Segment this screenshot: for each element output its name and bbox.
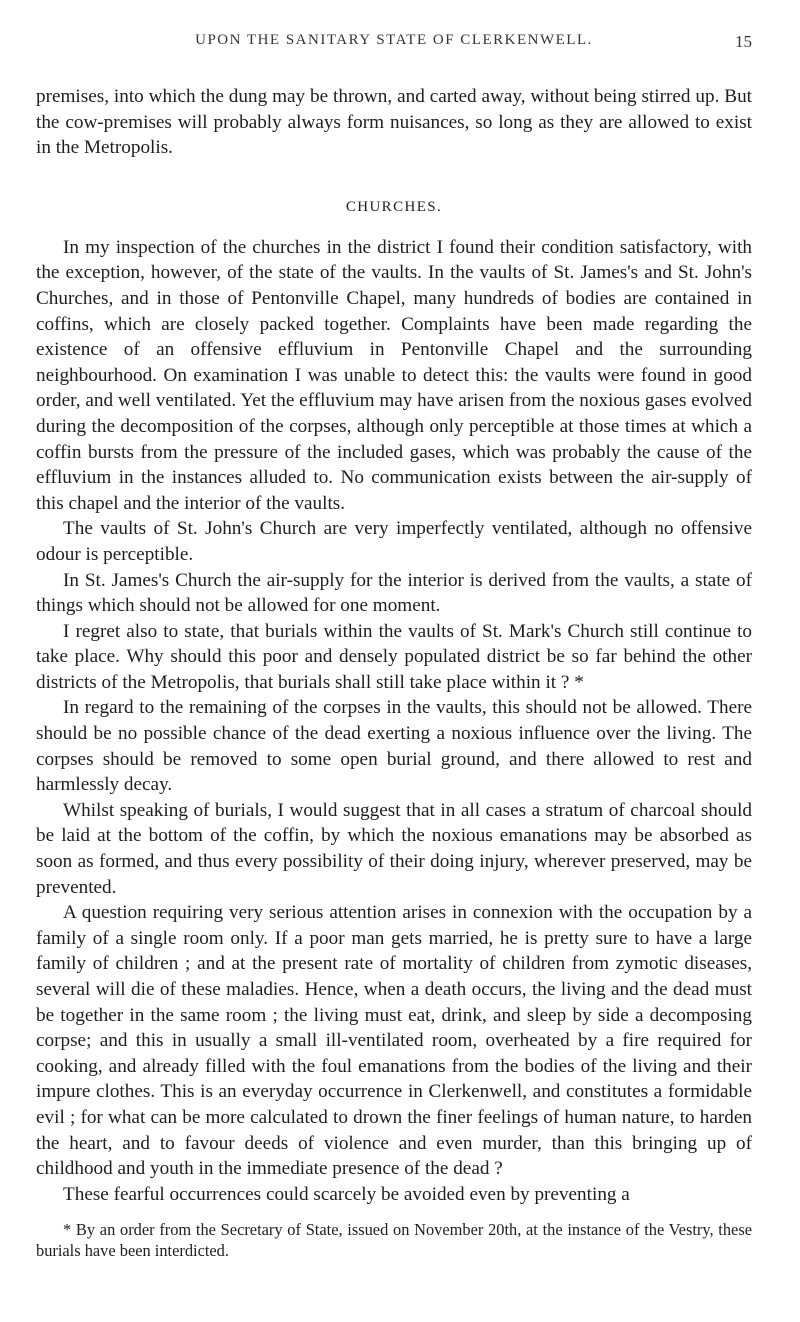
paragraph-continuation: premises, into which the dung may be thrown, and carted away, without being stirred up. But the cow-premises will probably always form nuisances, so long as they are allowed to exist in the Metropolis. [36,86,752,159]
running-title: UPON THE SANITARY STATE OF CLERKENWELL. [195,32,593,48]
section-heading: CHURCHES. [345,198,443,215]
paragraph: In my inspection of the churches in the district I found their condition satisfactory, with the exception, however, of the state of the vaults. In the vaults of St. James's and St. John's Churches, and in those of Pentonville Chapel, many hundreds of bodies are contained in coffins, which are closely packed together. Complaints have been made regarding the existence of an offensive effluvium in Pentonville Chapel and the surrounding neighbourhood. On examination I was unable to detect this: the vaults were found in good order, and well ventilated. Yet the effluvium may have arisen from the noxious gases evolved during the decomposition of the corpses, although only perceptible at those times at which a coffin bursts from the pressure of the included gases, which was probably the cause of the effluvium in the instances alluded to. No communication exists between the air-supply of this chapel and the interior of the vaults. [36,236,752,514]
paragraph: These fearful occurrences could scarcely be avoided even by preventing a [63,1183,630,1205]
paragraph: Whilst speaking of burials, I would suggest that in all cases a stratum of charcoal should be laid at the bottom of the coffin, by which the noxious emanations may be absorbed as soon as formed, and thus every possibility of their doing injury, wherever preserved, may be prevented. [36,799,752,898]
page-number: 15 [735,32,752,51]
paragraph: In St. James's Church the air-supply for the interior is derived from the vaults, a state of things which should not be allowed for one moment. [36,569,752,617]
footnote: * By an order from the Secretary of State, issued on November 20th, at the instance of the Vestry, these burials have been interdicted. [36,1220,752,1261]
paragraph: In regard to the remaining of the corpses in the vaults, this should not be allowed. There should be no possible chance of the dead exerting a noxious influence over the living. The corpses should be removed to some open burial ground, and there allowed to rest and harmlessly decay. [36,697,752,796]
paragraph: A question requiring very serious attention arises in connexion with the occupation by a family of a single room only. If a poor man gets married, he is pretty sure to have a large family of children ; and at the present rate of mortality of children from zymotic diseases, several will die of these maladies. Hence, when a death occurs, the living and the dead must be together in the same room ; the living must eat, drink, and sleep by side a decomposing corpse; and this in usually a small ill-ventilated room, overheated by a fire required for cooking, and already filled with the foul emanations from the bodies of the living and their impure clothes. This is an everyday occurrence in Clerkenwell, and constitutes a formidable evil ; for what can be more calculated to drown the finer feelings of human nature, to harden the heart, and to favour deeds of violence and even murder, than this bringing up of childhood and youth in the immediate presence of the dead ? [36,902,752,1180]
paragraph: I regret also to state, that burials within the vaults of St. Mark's Church still continue to take place. Why should this poor and densely populated district be so far behind the other districts of the Metropolis, that burials shall still take place within it ? * [36,620,752,693]
running-head [36,32,752,56]
body-text [36,84,752,1207]
paragraph: The vaults of St. John's Church are very imperfectly ventilated, although no offensive odour is perceptible. [36,518,752,565]
